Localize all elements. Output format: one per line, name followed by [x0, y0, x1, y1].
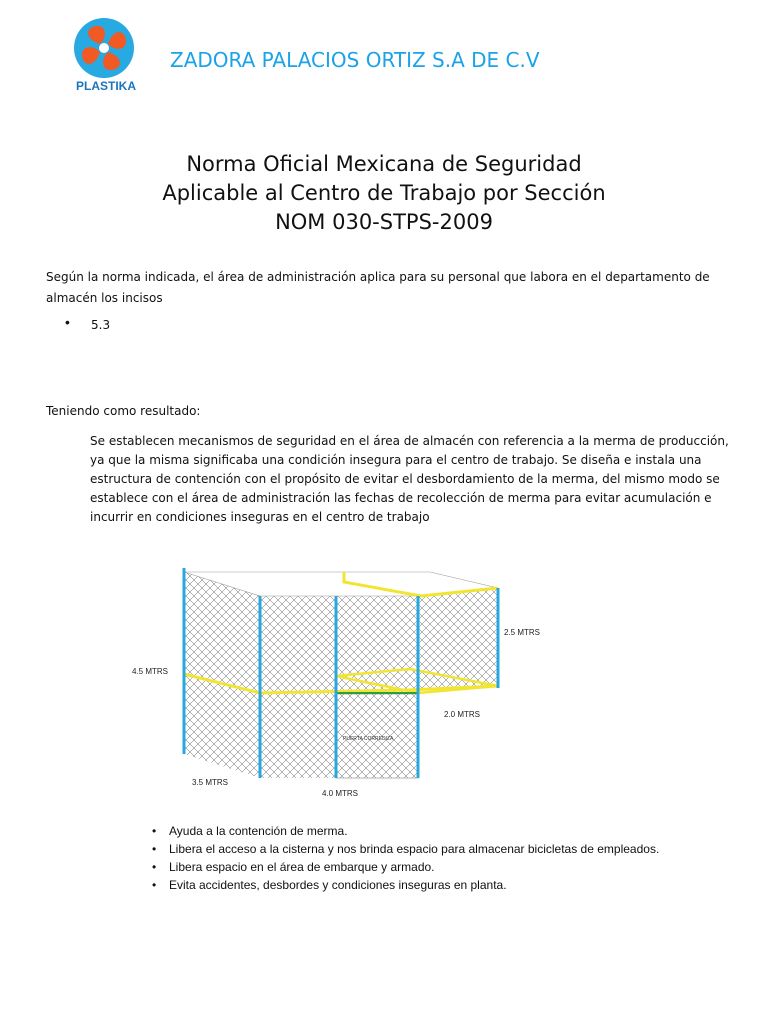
title-line-2: Aplicable al Centro de Trabajo por Sección [162, 181, 606, 205]
company-name: ZADORA PALACIOS ORTIZ S.A DE C.V [170, 48, 540, 72]
inciso-item: 5.3 [91, 318, 111, 332]
result-label: Teniendo como resultado: [46, 404, 201, 418]
label-door: PUERTA CORREDIZA [343, 736, 394, 742]
label-depth-right: 2.0 MTRS [444, 710, 481, 719]
title-line-3: NOM 030-STPS-2009 [275, 210, 493, 234]
intro-paragraph: Según la norma indicada, el área de administración aplica para su personal que labora en el departamento de almacén los incisos [46, 270, 710, 305]
list-item: • Libera el acceso a la cisterna y nos brinda espacio para almacenar bicicletas de empleados. [152, 842, 660, 856]
list-item: • Libera espacio en el área de embarque y armado. [152, 860, 435, 874]
right-mesh-panel [418, 588, 498, 691]
label-depth-left: 3.5 MTRS [192, 778, 229, 787]
label-height-right: 2.5 MTRS [504, 628, 541, 637]
label-height-left: 4.5 MTRS [132, 667, 169, 676]
containment-structure-diagram [130, 556, 570, 802]
label-width-front: 4.0 MTRS [322, 789, 359, 798]
benefits-list [152, 822, 659, 894]
title-line-1: Norma Oficial Mexicana de Seguridad [186, 152, 582, 176]
logo-text: PLASTIKA [76, 79, 136, 93]
list-item: • Ayuda a la contención de merma. [152, 824, 348, 838]
list-item: • Evita accidentes, desbordes y condiciones inseguras en planta. [152, 878, 507, 892]
document-title [0, 150, 768, 237]
left-mesh-panel [184, 572, 260, 778]
result-paragraph: Se establecen mecanismos de seguridad en el área de almacén con referencia a la merma de producción, ya que la misma significaba una condición insegura para el centro de trabajo. Se diseña e instala una estructura de contención con el propósito de evitar el desbordamiento de la merma, del mismo modo se establece con el área de administración las fechas de recolección de merma para evitar acumulación e incurrir en condiciones inseguras en el centro de trabajo [90, 434, 729, 524]
plastika-logo [48, 14, 160, 96]
bullet-dot: • [65, 314, 70, 330]
